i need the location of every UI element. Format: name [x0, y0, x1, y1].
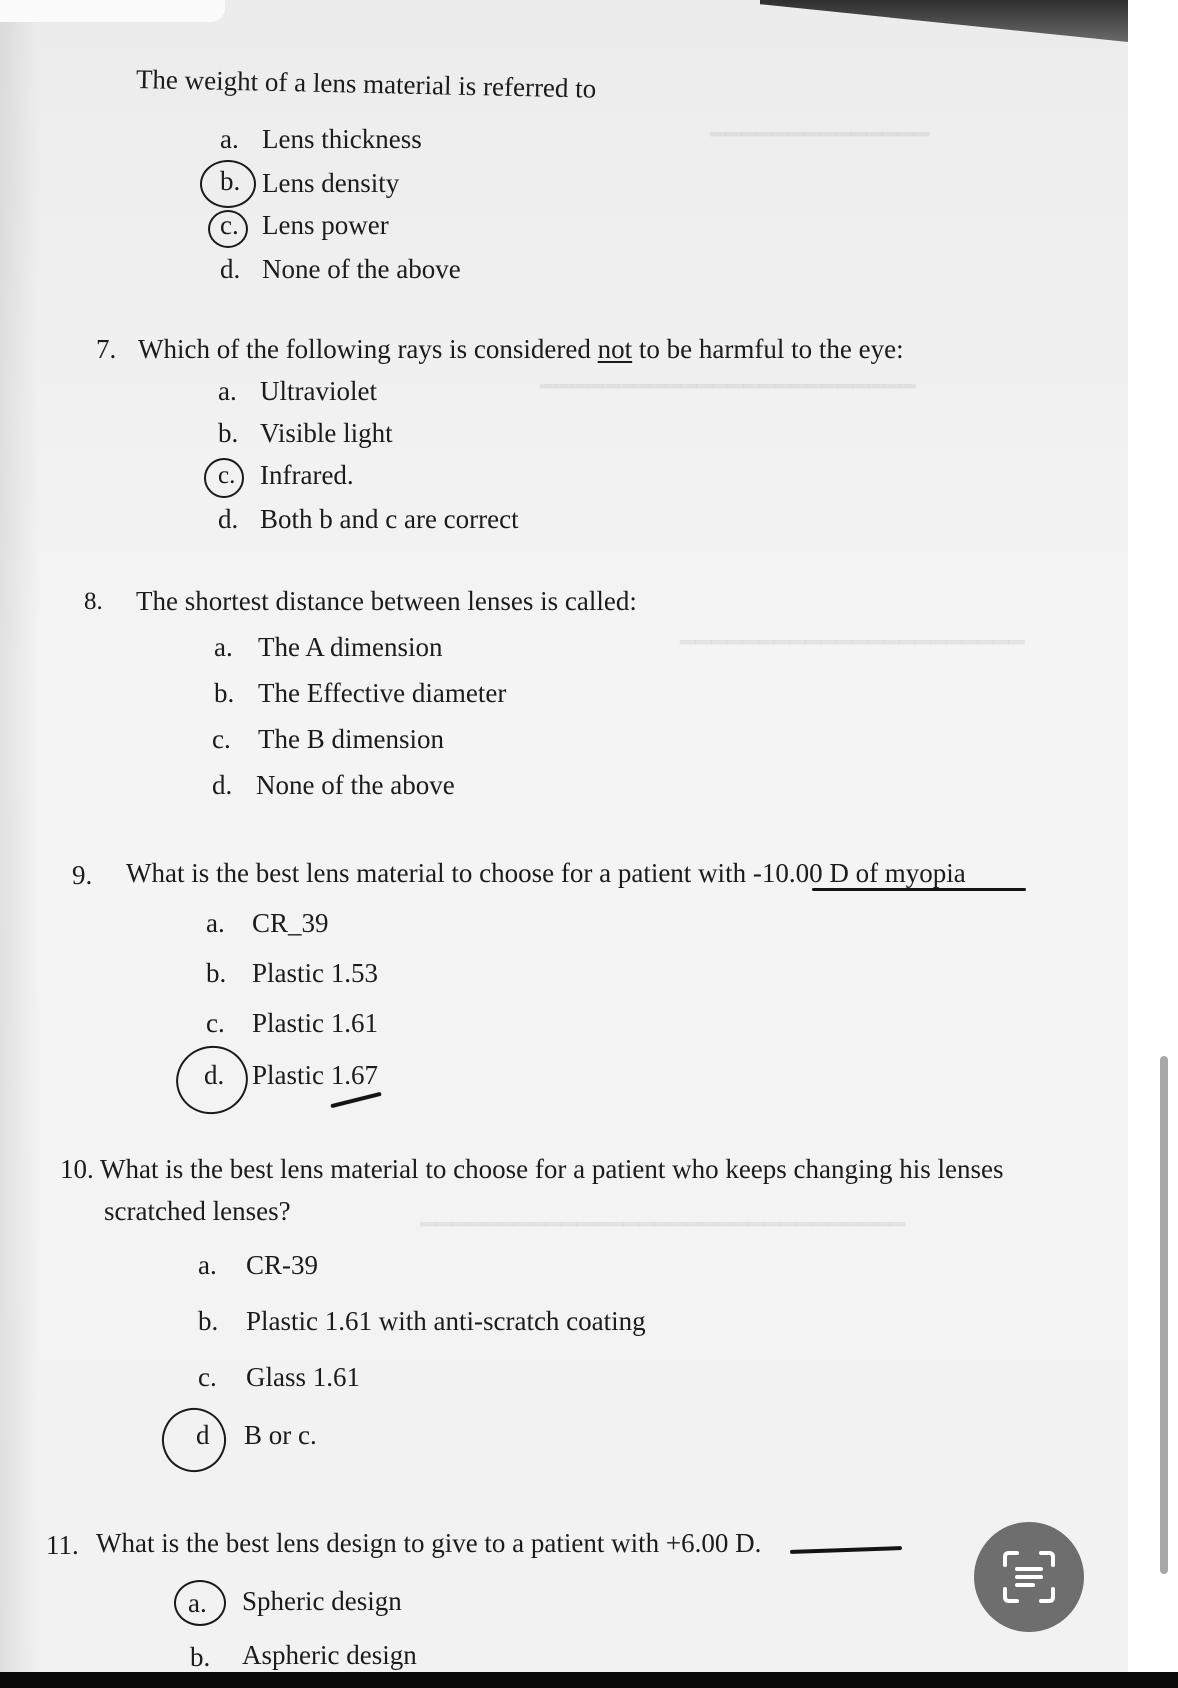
answer-circle-mark [204, 458, 244, 498]
top-edge [0, 0, 225, 22]
option-text: None of the above [256, 770, 455, 800]
option-letter: a. [206, 908, 225, 938]
option-letter: a. [214, 632, 233, 662]
answer-circle-mark [174, 1580, 226, 1626]
question-10-text: 10. What is the best lens material to choose for a patient who keeps changing his lenses [60, 1154, 1004, 1184]
bleed-through-text: ━━━━━━━━━━━━━━━━━━━━━━ [680, 628, 1025, 657]
option-letter: b. [220, 166, 241, 196]
option-letter: b. [214, 678, 235, 708]
option-letter: c. [220, 210, 239, 240]
bleed-through-text: ━━━━━━━━━━━━━━━━━━━━━━━━━━━━━━━ [420, 1210, 906, 1239]
option-letter: a. [188, 1588, 207, 1618]
option-text: B or c. [244, 1420, 317, 1450]
question-number: 9. [72, 860, 93, 890]
option-letter: c. [198, 1362, 217, 1392]
option-letter: b. [190, 1642, 211, 1672]
question-6-text: The weight of a lens material is referred to [135, 64, 597, 104]
option-letter: d. [220, 254, 241, 284]
bleed-through-text: ━━━━━━━━━━━━━━━━━━━━━━━━ [540, 372, 916, 401]
option-text: Plastic 1.67 [252, 1060, 378, 1090]
option-letter: b. [198, 1306, 219, 1336]
option-text: Lens thickness [262, 124, 422, 154]
option-letter: d. [204, 1060, 225, 1090]
option-text: Aspheric design [242, 1640, 417, 1670]
option-text: Plastic 1.53 [252, 958, 378, 988]
question-7-text: Which of the following rays is considered not to be harmful to the eye: [138, 334, 904, 364]
option-text: CR-39 [246, 1250, 319, 1280]
option-text: Infrared. [260, 460, 354, 490]
option-text: Both b and c are correct [260, 504, 519, 534]
option-text: None of the above [262, 254, 461, 284]
option-letter: b. [218, 418, 239, 448]
bottom-edge [0, 1672, 1178, 1688]
answer-circle-mark [208, 210, 248, 248]
option-letter: d [196, 1420, 210, 1450]
question-8-text: The shortest distance between lenses is called: [136, 586, 637, 616]
option-text: Spheric design [242, 1586, 402, 1616]
option-letter: a. [220, 124, 239, 154]
option-text: The B dimension [258, 724, 444, 754]
option-text: The A dimension [258, 632, 443, 662]
option-text: Visible light [260, 418, 393, 448]
option-text: Plastic 1.61 with anti-scratch coating [246, 1306, 646, 1336]
right-margin [1128, 0, 1178, 1688]
question-number: 7. [96, 334, 117, 364]
question-number: 11. [46, 1530, 79, 1560]
option-letter: c. [206, 1008, 225, 1038]
question-10-text-line2: scratched lenses? [104, 1196, 291, 1226]
handwritten-underline [812, 888, 1026, 891]
option-letter: a. [218, 376, 237, 406]
text-scan-button[interactable] [974, 1522, 1084, 1632]
question-number: 8. [84, 588, 103, 615]
scrollbar[interactable] [1160, 1056, 1168, 1574]
page-shadow [0, 0, 40, 1672]
option-letter: a. [198, 1250, 217, 1280]
option-letter: c. [218, 462, 236, 489]
option-text: Glass 1.61 [246, 1362, 360, 1392]
question-11-text: What is the best lens design to give to a patient with +6.00 D. [96, 1528, 762, 1558]
option-text: Plastic 1.61 [252, 1008, 378, 1038]
bleed-through-text: ━━━━━━━━━━━━━━ [710, 120, 930, 149]
option-text: Ultraviolet [260, 376, 377, 406]
question-9-text: What is the best lens material to choose for a patient with -10.00 D of myopia [126, 858, 966, 888]
answer-circle-mark [200, 160, 256, 208]
option-text: CR_39 [252, 908, 329, 938]
option-letter: b. [206, 958, 227, 988]
text-scan-icon [997, 1545, 1061, 1609]
option-letter: c. [212, 724, 231, 754]
option-text: The Effective diameter [258, 678, 507, 708]
option-letter: d. [218, 504, 239, 534]
option-text: Lens density [262, 168, 400, 198]
option-letter: d. [212, 770, 233, 800]
option-text: Lens power [262, 210, 389, 240]
